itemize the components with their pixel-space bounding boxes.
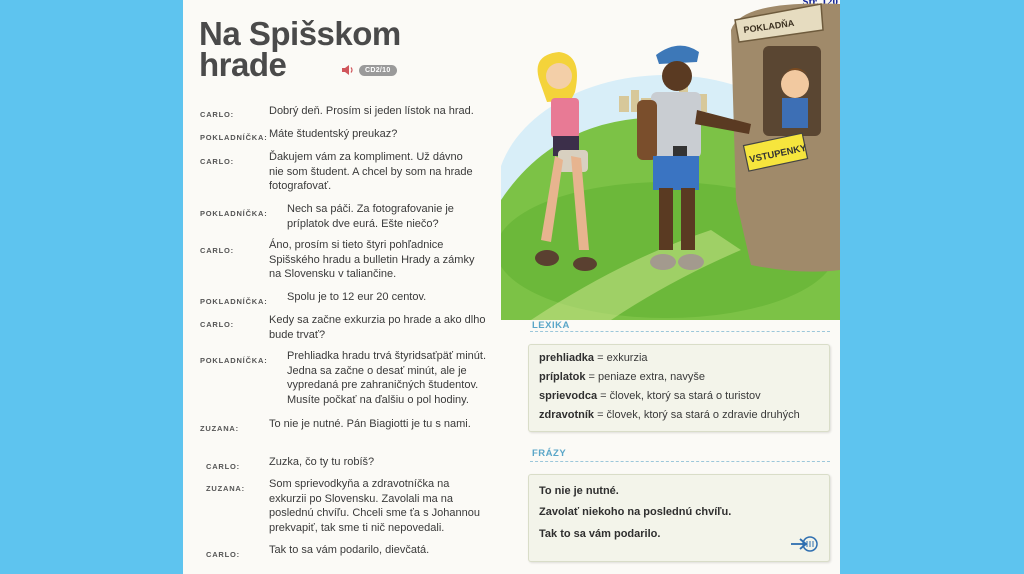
lexika-item [539,409,800,421]
dialog-line: Máte študentský preukaz? [269,128,398,140]
castle-ticket-illustration [501,0,840,320]
dialog-line: To nie je nutné. Pán Biagiotti je tu s nami. [269,418,471,430]
dialog-speaker: POKLADNÍČKA: [200,297,268,306]
lexika-term: prehliadka [539,352,595,364]
frazy-item: Tak to sa vám podarilo. [539,528,661,540]
lexika-item [539,352,648,364]
dialog-line: Nech sa páči. Za fotografovanie je príplatok dve eurá. Ešte niečo? [287,203,454,230]
dialog-speaker: CARLO: [206,462,240,471]
lexika-term: príplatok [539,371,586,383]
dialog-line: Áno, prosím si tieto štyri pohľadnice Spišského hradu a bulletin Hrady a zámky na Slovensku v taliančine. [269,239,475,280]
dialog-line: Ďakujem vám za kompliment. Už dávno nie som študent. A chcel by som na hrade fotografovať. [269,151,473,192]
dialog-line: Spolu je to 12 eur 20 centov. [287,291,427,303]
dialog-speaker: POKLADNÍČKA: [200,209,268,218]
speaker-icon [341,64,355,76]
dialog-speaker: POKLADNÍČKA: [200,356,268,365]
dialog-speaker: ZUZANA: [206,484,245,493]
dialog-line: Som sprievodkyňa a zdravotníčka na exkurzii po Slovensku. Zavolali ma na poslednú chvíľu. Chceli sme ťa s Johannou prekvapiť, tak sme ti nič nepovedali. [269,478,480,534]
lexika-def: = peniaze extra, navyše [588,371,706,383]
lexika-item [539,390,761,402]
frazy-heading: FRÁZY [532,448,567,459]
dialog-line: Tak to sa vám podarilo, dievčatá. [269,544,430,556]
dialog-speaker: CARLO: [200,246,234,255]
dialog-speaker: POKLADNÍČKA: [200,133,268,142]
booth-sign: POKLADŇA [742,17,795,35]
dialog-line: Prehliadka hradu trvá štyridsaťpäť minút. Jedna sa začne o desať minút, ale je vypredaná pre zahraničných študentov. Musíte počkať na ďalšiu o pol hodiny. [287,350,487,406]
ticket-sign: VSTUPENKY [748,142,808,166]
audio-link-icon[interactable] [789,535,819,553]
cd-badge: CD2/10 [359,65,397,76]
dialog-speaker: ZUZANA: [200,424,239,433]
ticket-booth [731,4,840,272]
lexika-term: zdravotník [539,409,595,421]
frazy-item: Zavolať niekoho na poslednú chvíľu. [539,506,732,518]
dialog-speaker: CARLO: [200,110,234,119]
textbook-page [183,0,840,574]
frazy-item: To nie je nutné. [539,485,619,497]
lexika-def: = človek, ktorý sa stará o turistov [600,390,761,402]
dialog-speaker: CARLO: [200,320,234,329]
lexika-def: = exkurzia [597,352,648,364]
frazy-box [528,474,830,562]
title-line-1: Na Spišskom [199,15,401,52]
lexika-term: sprievodca [539,390,598,402]
cd-track[interactable] [341,64,397,76]
frazy-rule [530,461,830,462]
title-line-2: hrade [199,46,287,83]
dialog-line: Kedy sa začne exkurzia po hrade a ako dlho bude trvať? [269,314,486,341]
lexika-box [528,344,830,432]
dialog-line: Zuzka, čo ty tu robíš? [269,456,375,468]
dialog-speaker: CARLO: [206,550,240,559]
lexika-def: = človek, ktorý sa stará o zdravie druhých [597,409,800,421]
lexika-rule [530,331,830,332]
lexika-item [539,371,705,383]
dialog-speaker: CARLO: [200,157,234,166]
dialog-line: Dobrý deň. Prosím si jeden lístok na hrad. [269,105,474,117]
lexika-heading: LEXIKA [532,320,570,331]
